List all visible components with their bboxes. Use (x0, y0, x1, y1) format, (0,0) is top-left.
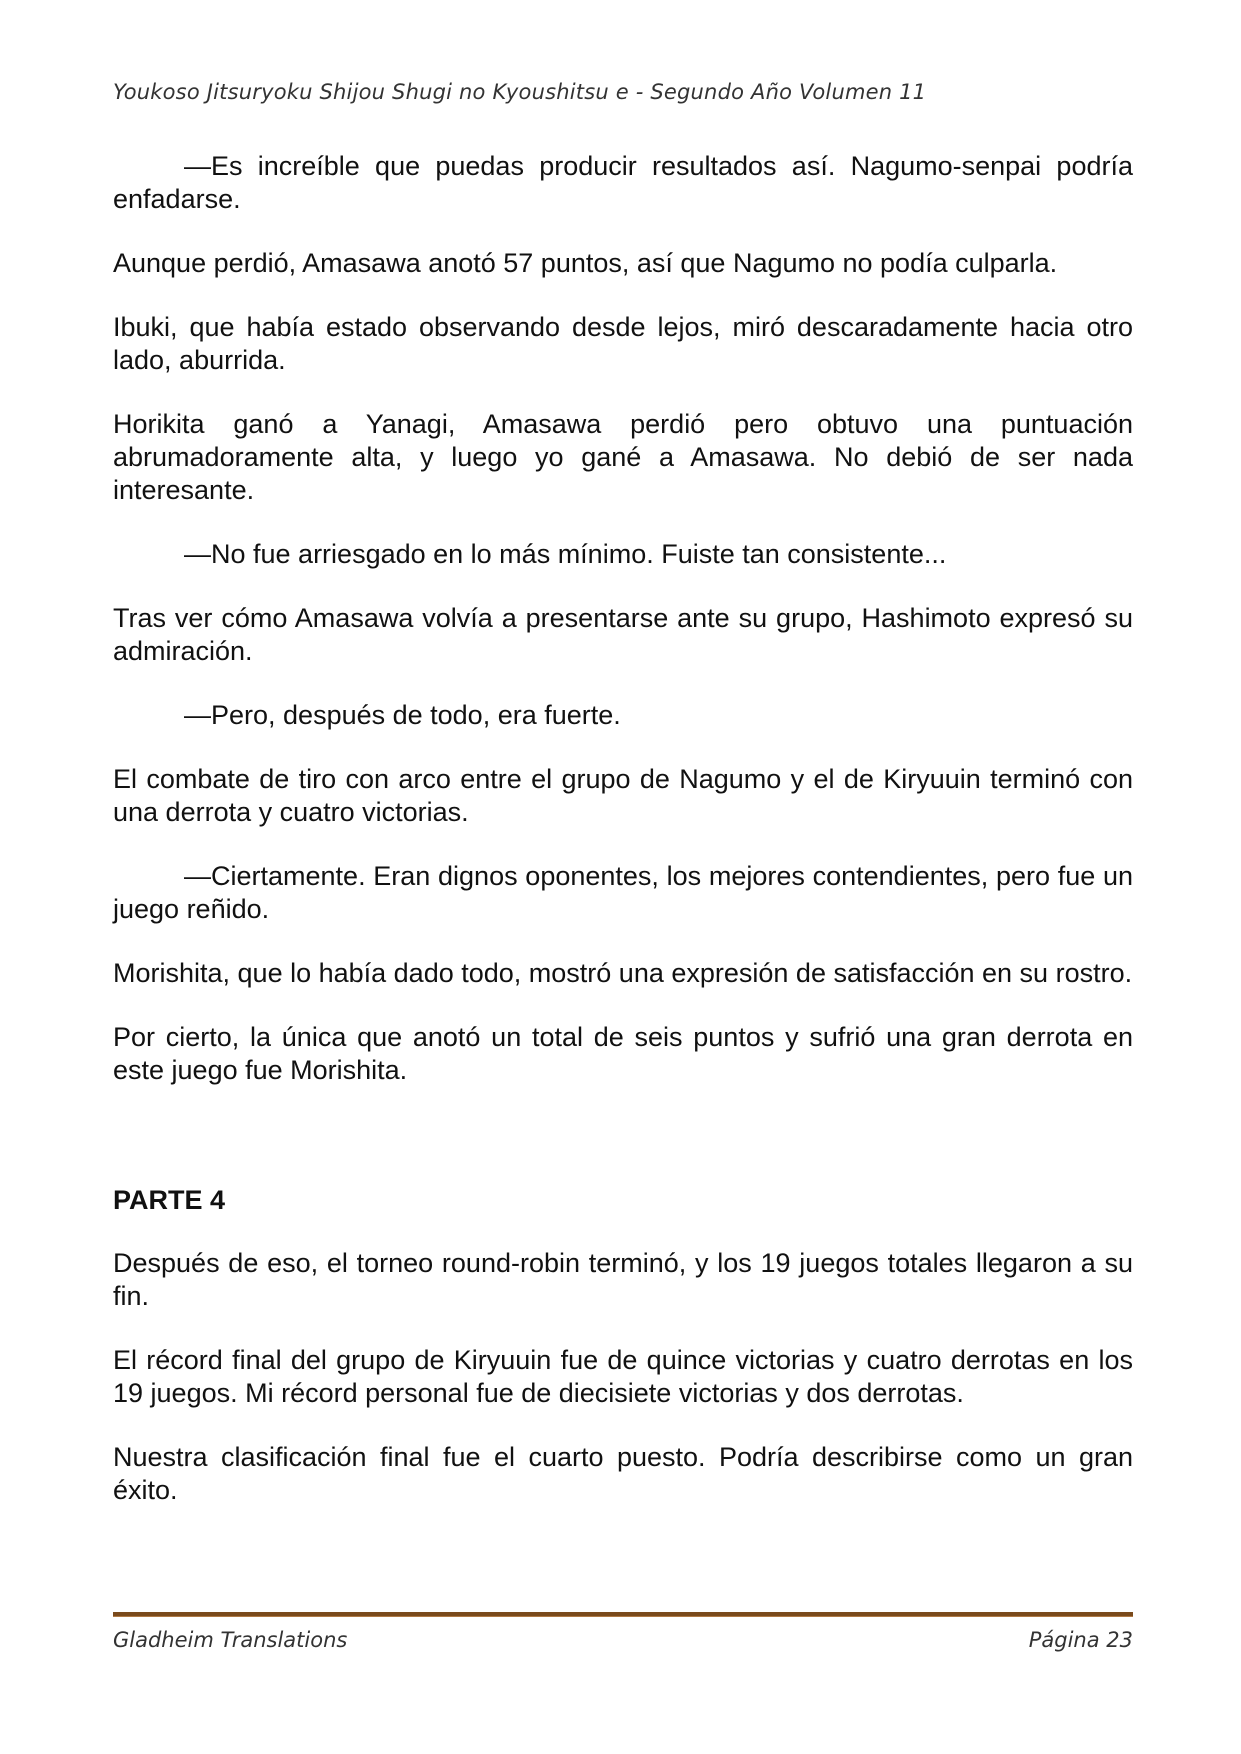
section-spacer (113, 1118, 1133, 1184)
paragraph: Después de eso, el torneo round-robin terminó, y los 19 juegos totales llegaron a su fin. (113, 1248, 1133, 1311)
paragraph: Tras ver cómo Amasawa volvía a presentarse ante su grupo, Hashimoto expresó su admiración. (113, 603, 1133, 666)
paragraph: Nuestra clasificación final fue el cuarto puesto. Podría describirse como un gran éxito. (113, 1442, 1133, 1505)
paragraph: El récord final del grupo de Kiryuuin fue de quince victorias y cuatro derrotas en los 19 juegos. Mi récord personal fue de diecisiete victorias y dos derrotas. (113, 1345, 1133, 1408)
paragraph: —Es increíble que puedas producir resultados así. Nagumo-senpai podría enfadarse. (113, 151, 1133, 214)
paragraph: Ibuki, que había estado observando desde lejos, miró descaradamente hacia otro lado, aburrida. (113, 312, 1133, 375)
footer-credit: Gladheim Translations (113, 1628, 348, 1652)
paragraph: Horikita ganó a Yanagi, Amasawa perdió pero obtuvo una puntuación abrumadoramente alta, y luego yo gané a Amasawa. No debió de ser nada interesante. (113, 409, 1133, 505)
paragraph: —Ciertamente. Eran dignos oponentes, los mejores contendientes, pero fue un juego reñido. (113, 861, 1133, 924)
paragraph: Aunque perdió, Amasawa anotó 57 puntos, así que Nagumo no podía culparla. (113, 248, 1058, 278)
section-heading: PARTE 4 (113, 1185, 226, 1215)
paragraph: Por cierto, la única que anotó un total de seis puntos y sufrió una gran derrota en este juego fue Morishita. (113, 1022, 1133, 1085)
footer-rule (113, 1612, 1133, 1617)
paragraph: Morishita, que lo había dado todo, mostró una expresión de satisfacción en su rostro. (113, 958, 1133, 988)
page-header: Youkoso Jitsuryoku Shijou Shugi no Kyoushitsu e - Segundo Año Volumen 11 (113, 80, 927, 104)
paragraph: —No fue arriesgado en lo más mínimo. Fuiste tan consistente... (184, 539, 947, 569)
paragraph: El combate de tiro con arco entre el grupo de Nagumo y el de Kiryuuin terminó con una derrota y cuatro victorias. (113, 764, 1133, 827)
paragraph: —Pero, después de todo, era fuerte. (184, 700, 621, 730)
page-body (113, 150, 1133, 1538)
page-number: Página 23 (1028, 1628, 1133, 1652)
